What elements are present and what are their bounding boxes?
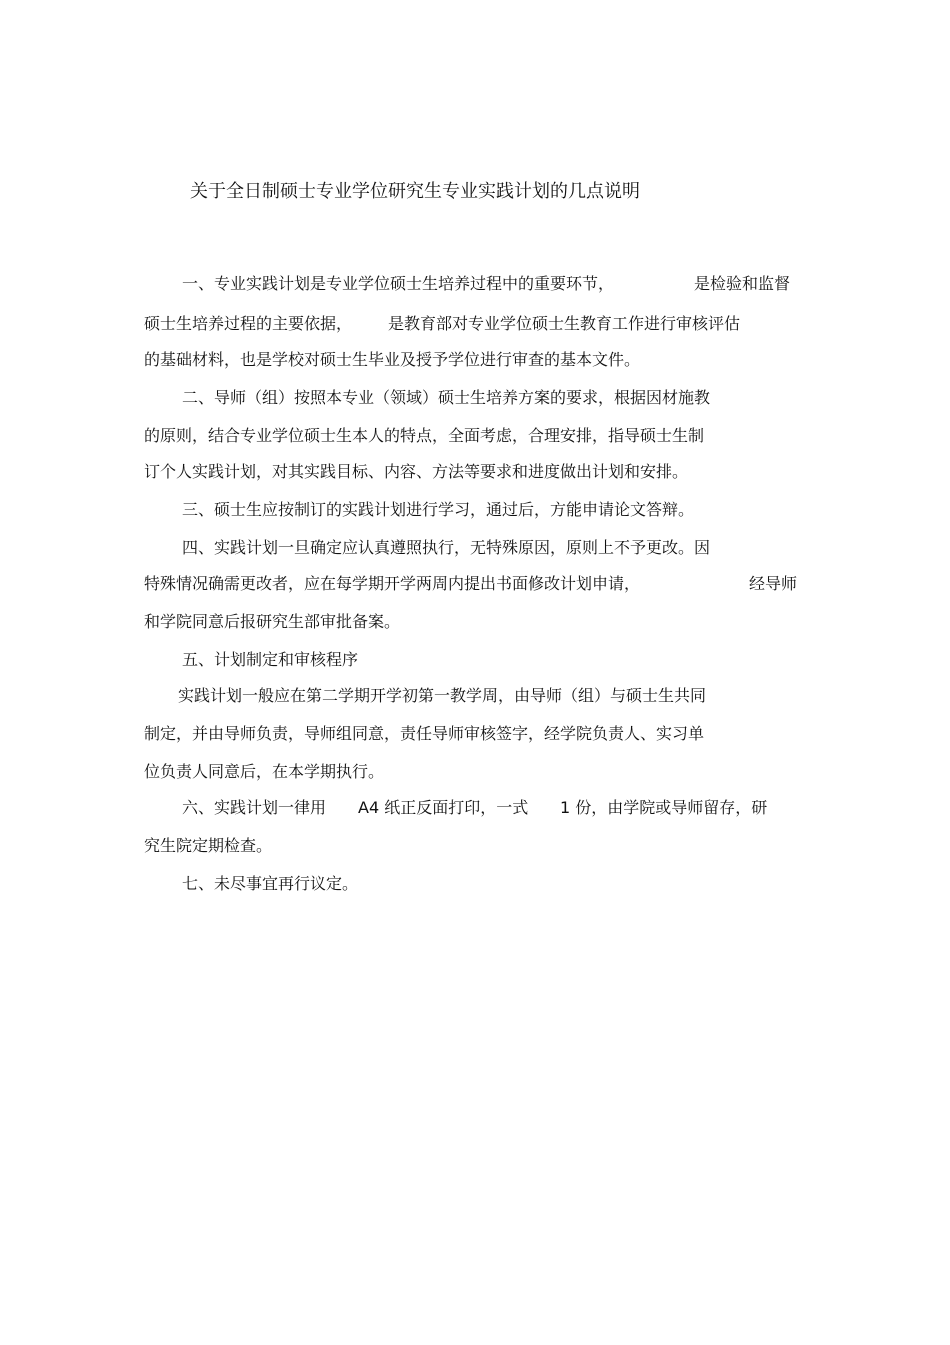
text-segment: 究生院定期检查。: [144, 836, 273, 855]
text-segment: 六、实践计划一律用: [182, 798, 327, 817]
text-segment: 位负责人同意后，在本学期执行。: [144, 762, 385, 781]
document-title: 关于全日制硕士专业学位研究生专业实践计划的几点说明: [190, 181, 640, 202]
text-segment: 的基础材料，也是学校对硕士生毕业及授予学位进行审查的基本文件。: [144, 350, 641, 369]
text-segment: 特殊情况确需更改者，应在每学期开学两周内提出书面修改计划申请，: [144, 574, 641, 593]
text-segment: 三、硕士生应按制订的实践计划进行学习，通过后，方能申请论文答辩。: [182, 500, 695, 519]
text-segment: 七、未尽事宜再行议定。: [182, 874, 359, 893]
text-segment: 和学院同意后报研究生部审批备案。: [144, 612, 401, 631]
text-segment: 四、实践计划一旦确定应认真遵照执行，无特殊原因，原则上不予更改。因: [182, 538, 711, 557]
text-segment: 经导师: [749, 574, 798, 593]
text-segment: 二、导师（组）按照本专业（领域）硕士生培养方案的要求，根据因材施教: [182, 388, 711, 407]
text-segment: 的原则，结合专业学位硕士生本人的特点，全面考虑，合理安排，指导硕士生制: [144, 426, 705, 445]
text-segment: 实践计划一般应在第二学期开学初第一教学周，由导师（组）与硕士生共同: [178, 686, 707, 705]
text-segment: A4 纸正反面打印，一式: [358, 798, 529, 817]
text-segment: 订个人实践计划，对其实践目标、内容、方法等要求和进度做出计划和安排。: [144, 462, 689, 481]
text-segment: 1 份，由学院或导师留存，研: [560, 798, 768, 817]
text-segment: 五、计划制定和审核程序: [182, 650, 359, 669]
text-segment: 硕士生培养过程的主要依据，: [144, 314, 353, 333]
text-segment: 是教育部对专业学位硕士生教育工作进行审核评估: [388, 314, 741, 333]
text-segment: 制定，并由导师负责，导师组同意，责任导师审核签字，经学院负责人、实习单: [144, 724, 705, 743]
text-segment: 是检验和监督: [694, 274, 791, 293]
text-segment: 一、专业实践计划是专业学位硕士生培养过程中的重要环节，: [182, 274, 615, 293]
